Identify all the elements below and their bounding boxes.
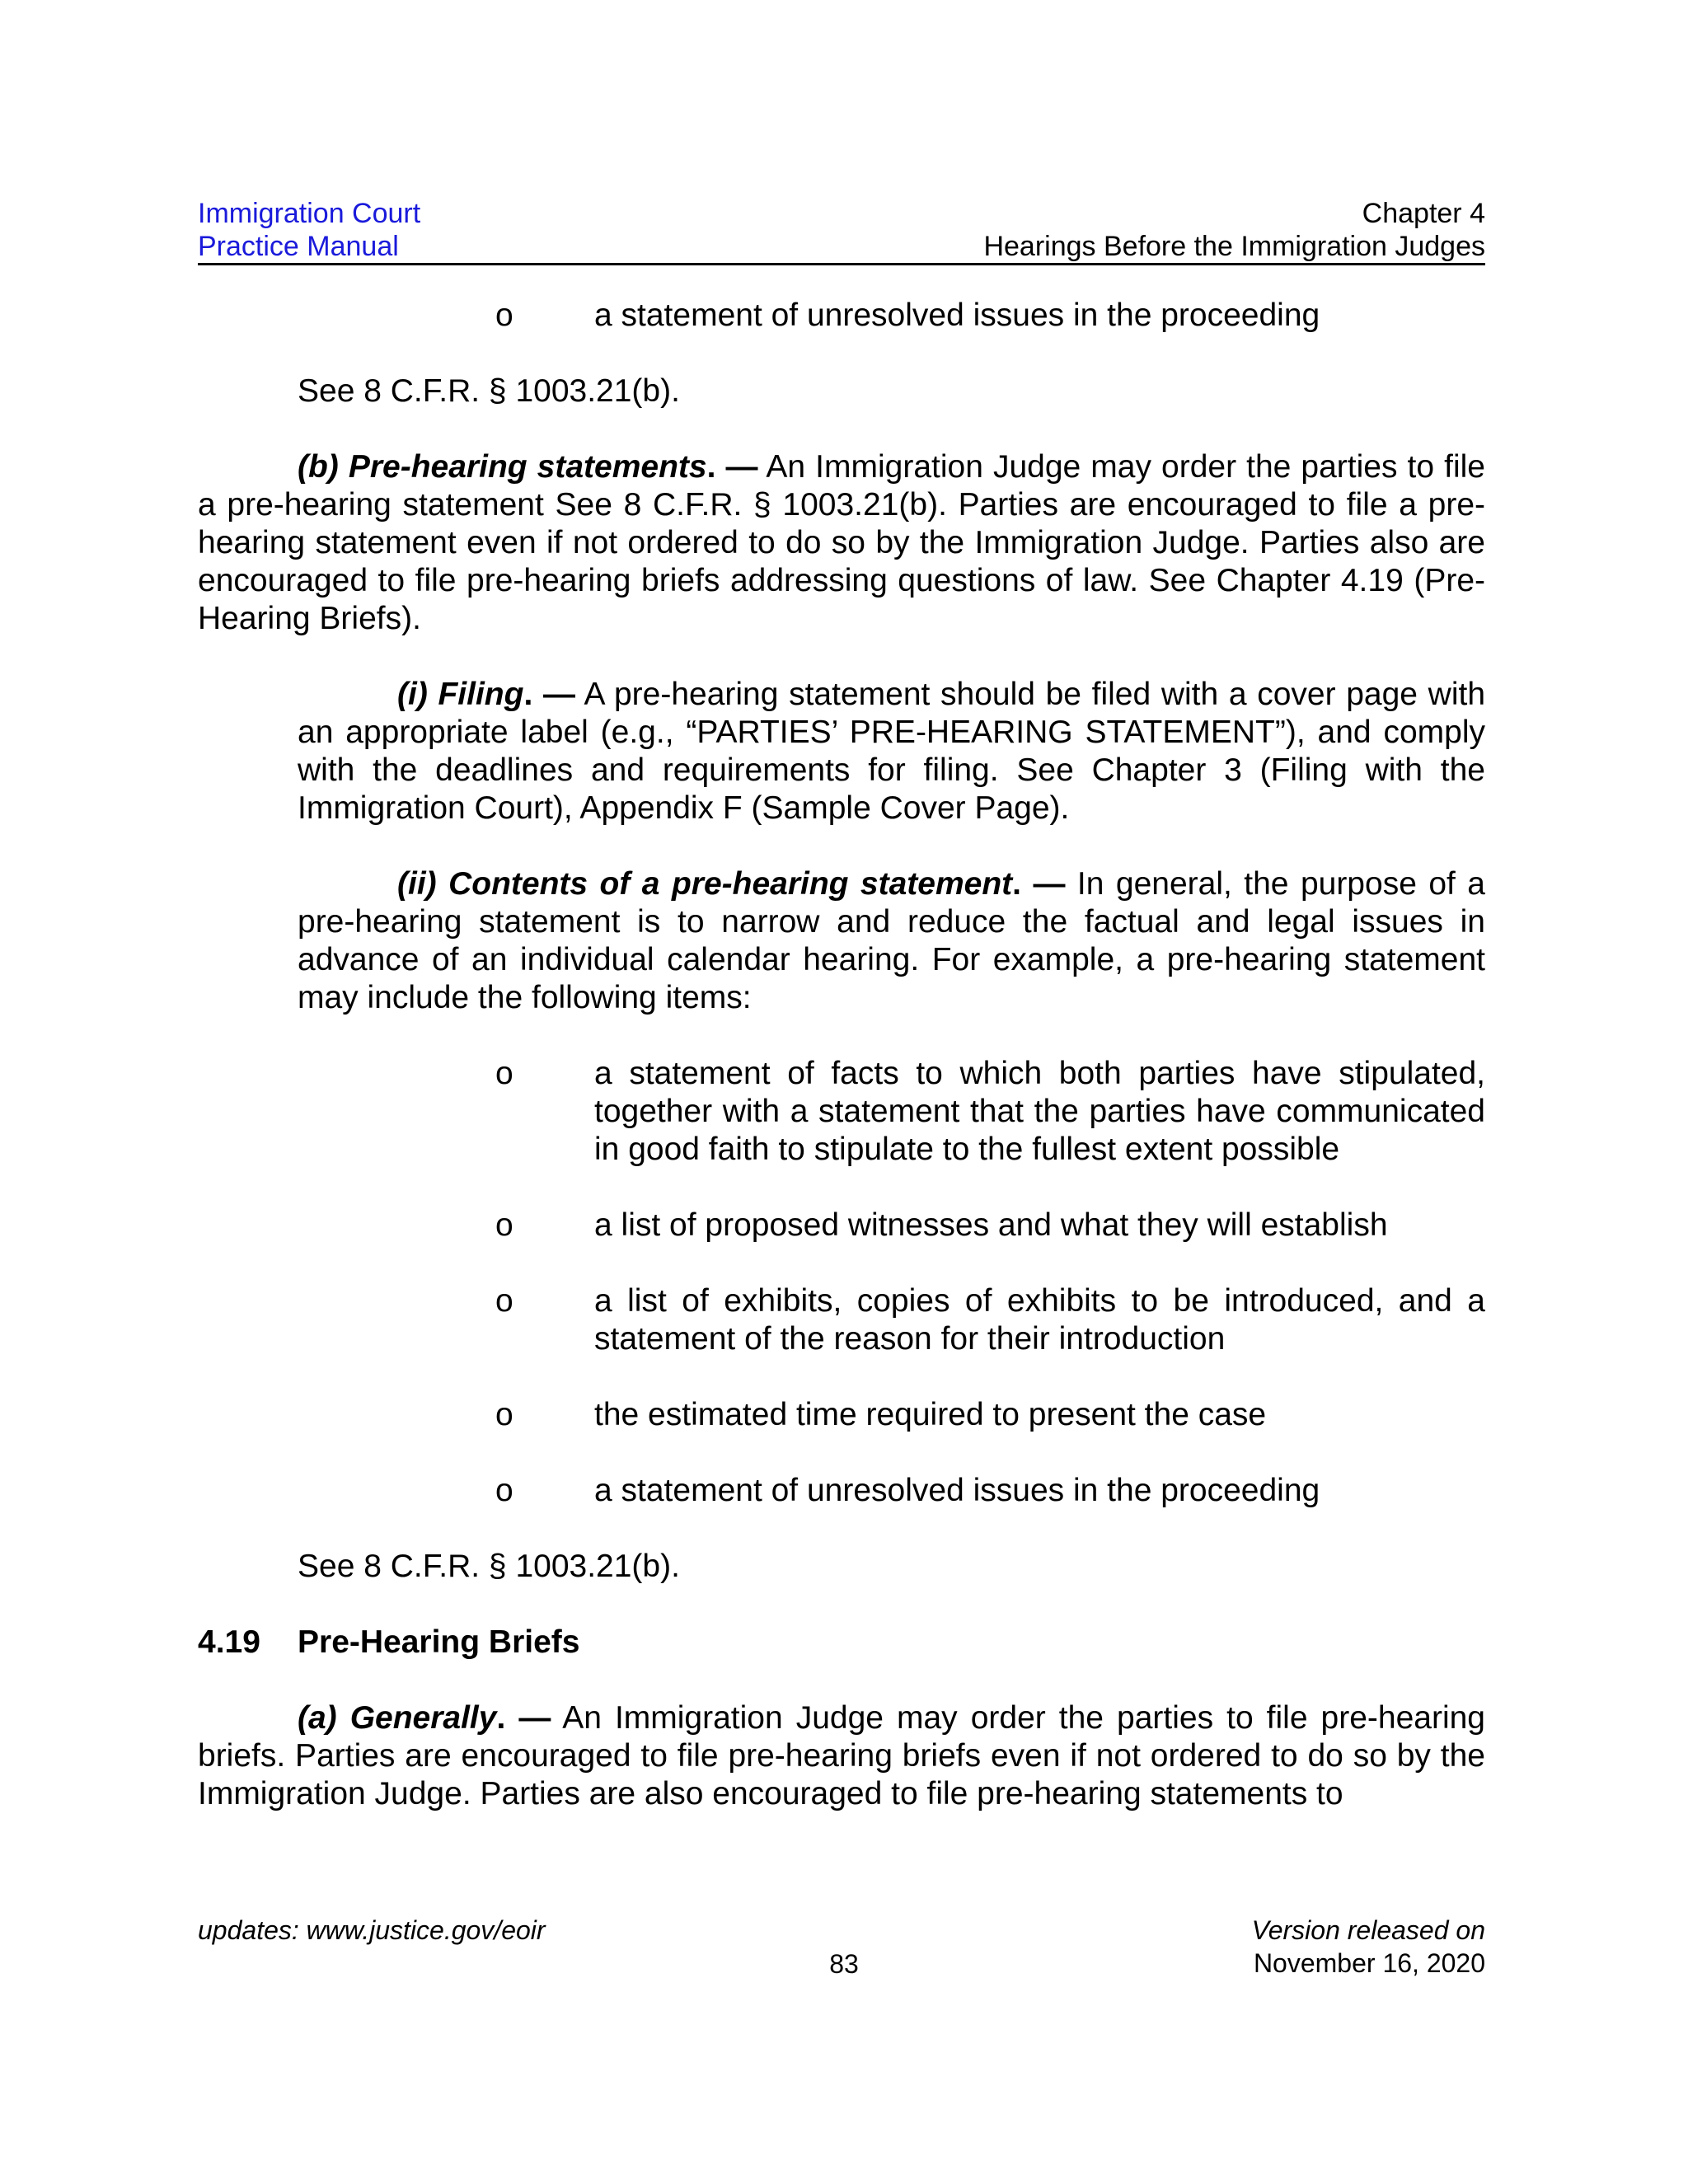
version-date: November 16, 2020	[1253, 1948, 1485, 1978]
citation: See 8 C.F.R. § 1003.21(b).	[298, 373, 680, 409]
page-body	[198, 297, 1485, 1851]
chapter-number: Chapter 4	[1362, 198, 1485, 229]
chapter-name: Hearings Before the Immigration Judges	[983, 231, 1485, 262]
paragraph-dash: . —	[523, 677, 575, 712]
footer-updates-link: updates: www.justice.gov/eoir	[198, 1915, 546, 1945]
chapter-title	[983, 197, 1485, 263]
paragraph-dash: . —	[496, 1700, 551, 1736]
bullet-mark: o	[495, 1056, 513, 1091]
list-item	[198, 1472, 1485, 1510]
paragraph-contents	[298, 865, 1485, 1017]
page-number: 83	[829, 1949, 859, 1979]
paragraph-text: An Immigration Judge may order the parties to file pre-hearing briefs. Parties are encouraged to file pre-hearing briefs even if not ordered to do so by the Immigration Judge. Parties are also encouraged to file pre-hearing statements to	[198, 1700, 1486, 1811]
bullet-mark: o	[495, 1473, 513, 1508]
section-heading	[198, 1624, 1485, 1661]
list-item	[198, 297, 1485, 335]
page-header	[198, 197, 1485, 265]
manual-title-line1: Immigration Court	[198, 198, 421, 229]
list-item-text: a list of exhibits, copies of exhibits to be introduced, and a statement of the reason for their introduction	[594, 1283, 1485, 1357]
bullet-mark: o	[495, 1207, 513, 1243]
paragraph-filing	[298, 676, 1485, 827]
paragraph-dash: . —	[1012, 866, 1066, 902]
paragraph-pre-hearing-statements	[198, 448, 1485, 638]
list-item-text: a list of proposed witnesses and what they will establish	[594, 1207, 1388, 1243]
bullet-mark: o	[495, 1397, 513, 1432]
list-item	[198, 1282, 1485, 1358]
paragraph-lead: (i) Filing	[397, 677, 524, 712]
section-title: Pre-Hearing Briefs	[298, 1624, 580, 1660]
section-number: 4.19	[198, 1624, 260, 1660]
paragraph-text: A pre-hearing statement should be filed with a cover page with an appropriate label (e.g., “PARTIES’ PRE-HEARING STATEMENT”), and comply with the deadlines and requirements for filing. See Chapter 3 (Filing with the Immigration Court), Appendix F (Sample Cover Page).	[298, 677, 1486, 826]
citation: See 8 C.F.R. § 1003.21(b).	[298, 1549, 680, 1584]
paragraph-lead: (ii) Contents of a pre-hearing statement	[397, 866, 1013, 902]
manual-title	[198, 197, 420, 263]
bullet-mark: o	[495, 298, 513, 333]
footer-version	[1252, 1914, 1485, 1980]
list-item	[198, 1207, 1485, 1244]
paragraph-generally	[198, 1699, 1485, 1813]
list-item-text: a statement of unresolved issues in the proceeding	[594, 298, 1320, 333]
paragraph-lead: (b) Pre-hearing statements	[298, 449, 707, 485]
paragraph-text: In general, the purpose of a pre-hearing statement is to narrow and reduce the factual and legal issues in advance of an individual calendar hearing. For example, a pre-hearing statement may include the following items:	[298, 866, 1485, 1015]
list-item-text: the estimated time required to present the case	[594, 1397, 1267, 1432]
paragraph-lead: (a) Generally	[298, 1700, 497, 1736]
list-item	[198, 1396, 1485, 1434]
list-item	[198, 1055, 1485, 1169]
paragraph-text: An Immigration Judge may order the parties to file a pre-hearing statement See 8 C.F.R. § 1003.21(b). Parties are encouraged to file a pre-hearing statement even if not ordered to do so by the Immigration Judge. Parties also are encouraged to file pre-hearing briefs addressing questions of law. See Chapter 4.19 (Pre-Hearing Briefs).	[198, 449, 1485, 636]
manual-title-line2: Practice Manual	[198, 231, 399, 262]
list-item-text: a statement of facts to which both parties have stipulated, together with a statement that the parties have communicated in good faith to stipulate to the fullest extent possible	[594, 1056, 1485, 1167]
list-item-text: a statement of unresolved issues in the proceeding	[594, 1473, 1320, 1508]
version-label: Version released on	[1251, 1915, 1485, 1945]
bullet-mark: o	[495, 1283, 513, 1319]
paragraph-dash: . —	[706, 449, 758, 485]
